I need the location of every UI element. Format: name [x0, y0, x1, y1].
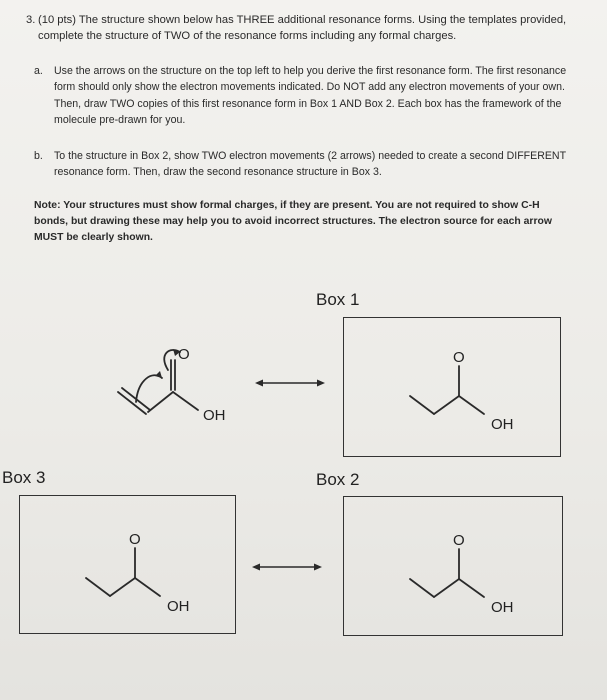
- question-3: [26, 12, 586, 44]
- part-a-text: Use the arrows on the structure on the top left to help you derive the first resonance form. The first resonance form should only show the electron movements indicated. Do NOT add any electron movements of your own. Then, draw TWO copies of this first resonance form in Box 1 AND Box 2. Each box has the framework of the molecule pre-drawn for you.: [54, 65, 567, 127]
- box-1-oh-label: OH: [491, 416, 514, 433]
- box-3-label: Box 3: [2, 468, 46, 487]
- single-bond: [148, 392, 173, 412]
- box-1[interactable]: [343, 317, 561, 457]
- c-oh-bond: [173, 392, 198, 410]
- start-oxygen-label: O: [178, 346, 190, 363]
- box-2-label: Box 2: [316, 470, 360, 489]
- part-a-label: a.: [34, 65, 43, 77]
- note-text: Note: Your structures must show formal charges, if they are present. You are not required to show C-H bonds, but drawing these may help you to avoid incorrect structures. The electron source for each arrow MUST be clearly shown.: [34, 200, 552, 243]
- box-2-framework: [384, 527, 534, 617]
- box-1-oxygen-label: O: [453, 349, 465, 366]
- box-3-oh-label: OH: [167, 598, 190, 615]
- resonance-arrow-bottom: [252, 562, 322, 572]
- box-2-oh-label: OH: [491, 599, 514, 616]
- box-3[interactable]: [19, 495, 236, 634]
- resonance-arrow-top: [255, 378, 325, 388]
- box-1-framework: [384, 344, 534, 434]
- box-1-label: Box 1: [316, 290, 360, 309]
- question-text: (10 pts) The structure shown below has THREE additional resonance forms. Using the templates provided, complete the structure of TWO of the resonance forms including any formal charges.: [38, 14, 567, 42]
- box-2[interactable]: [343, 496, 563, 636]
- box-3-oxygen-label: O: [129, 531, 141, 548]
- start-oh-label: OH: [203, 407, 226, 424]
- box-2-oxygen-label: O: [453, 532, 465, 549]
- part-b-text: To the structure in Box 2, show TWO electron movements (2 arrows) needed to create a second DIFFERENT resonance form. Then, draw the second resonance structure in Box 3.: [54, 150, 566, 179]
- starting-structure: [100, 340, 250, 440]
- curved-arrow-1: [136, 375, 162, 402]
- part-b: [34, 148, 574, 181]
- question-number: 3.: [26, 14, 36, 26]
- box-3-framework: [60, 526, 210, 616]
- part-a: [34, 63, 574, 129]
- part-b-label: b.: [34, 150, 43, 162]
